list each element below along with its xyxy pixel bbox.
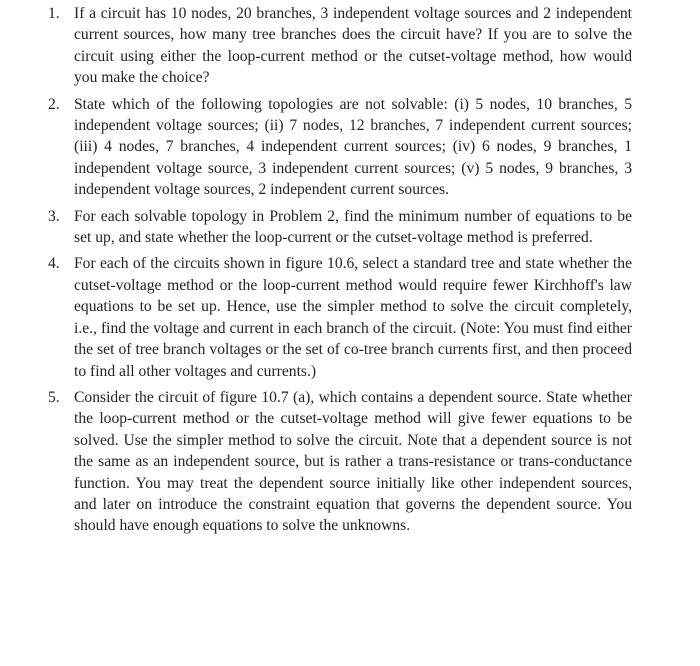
problem-text: For each solvable topology in Problem 2, find the minimum number of equations to be set up, and state whether the loop-current or the cutset-voltage method is preferred. (74, 207, 632, 247)
problem-number: 2. (48, 95, 60, 113)
problem-number: 1. (48, 5, 60, 22)
problem-number: 5. (48, 388, 60, 406)
problem-list (48, 3, 632, 542)
problem-text: For each of the circuits shown in figure 10.6, select a standard tree and state whether the cutset-voltage method or the loop-current method would require fewer Kirchhoff's law equations to be set up. Hence, use the simpler method to solve the circuit completely, i.e., find the voltage and current in each branch of the circuit. (Note: You must find either the set of tree branch voltages or the set of co-tree branch currents first, and then proceed to find all other voltages and currents.) (74, 255, 632, 380)
problem-number: 4. (48, 255, 60, 273)
problem-3 (48, 206, 632, 249)
problem-1 (48, 3, 632, 89)
problem-number: 3. (48, 207, 60, 225)
problem-2 (48, 94, 632, 201)
problem-4 (48, 253, 632, 381)
problem-text: State which of the following topologies are not solvable: (i) 5 nodes, 10 branches, 5 independent voltage sources; (ii) 7 nodes, 12 branches, 7 independent current sources; (iii) 4 nodes, 7 branches, 4 independent current sources; (iv) 6 nodes, 9 branches, 1 independent voltage source, 3 independent current sources; (v) 5 nodes, 9 branches, 3 independent voltage sources, 2 independent current sources. (74, 95, 632, 199)
problem-5 (48, 387, 632, 537)
problem-text: If a circuit has 10 nodes, 20 branches, 3 independent voltage sources and 2 independent current sources, how many tree branches does the circuit have? If you are to solve the circuit using either the loop-current method or the cutset-voltage method, how would you make the choice? (74, 5, 632, 87)
problem-text: Consider the circuit of figure 10.7 (a), which contains a dependent source. State whether the loop-current method or the cutset-voltage method will give fewer equations to be solved. Use the simpler method to solve the circuit. Note that a dependent source is not the same as an independent source, but is rather a trans-resistance or trans-conductance function. You may treat the dependent source initially like other independent sources, and later on introduce the constraint equation that governs the dependent source. You should have enough equations to solve the unknowns. (74, 388, 632, 535)
